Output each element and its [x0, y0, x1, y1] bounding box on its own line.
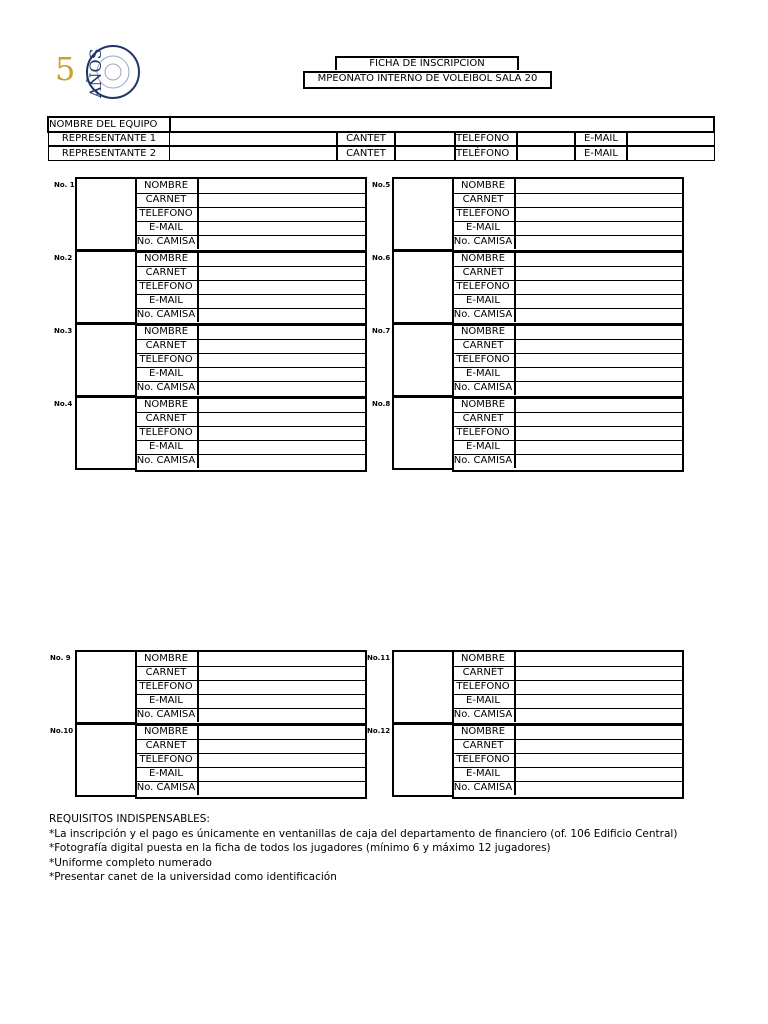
requirement-item: *La inscripción y el pago es únicamente en ventanillas de caja del departamento de financiero (of. 106 Edificio Central) — [49, 827, 678, 840]
player-field-label: CARNET — [452, 339, 516, 353]
player-photo-box[interactable] — [392, 250, 454, 324]
rep2-carnet-label: CANTET — [336, 146, 396, 161]
player-field-label: CARNET — [135, 339, 199, 353]
player-field-row[interactable] — [135, 221, 365, 236]
player-number-label: No.10 — [50, 727, 74, 735]
rep2-phone-label: TELÉFONO — [454, 146, 518, 161]
player-photo-box[interactable] — [392, 177, 454, 251]
player-field-row[interactable] — [452, 280, 682, 295]
player-field-row[interactable] — [452, 694, 682, 709]
player-field-label: CARNET — [135, 666, 199, 680]
player-fields — [452, 250, 684, 326]
player-field-label: NOMBRE — [135, 179, 199, 193]
player-field-row[interactable] — [135, 725, 365, 740]
player-field-label: E-MAIL — [135, 294, 199, 308]
player-field-row[interactable] — [452, 367, 682, 382]
player-field-label: CARNET — [452, 193, 516, 207]
player-field-row[interactable] — [135, 739, 365, 754]
player-field-label: NOMBRE — [135, 725, 199, 739]
player-field-row[interactable] — [135, 235, 365, 249]
rep1-carnet-label: CANTET — [336, 131, 396, 146]
player-field-label: CARNET — [135, 266, 199, 280]
player-field-label: No. CAMISA — [452, 708, 516, 722]
player-field-label: No. CAMISA — [452, 235, 516, 249]
player-field-label: TELÉFONO — [452, 680, 516, 694]
player-block — [75, 396, 367, 468]
player-photo-box[interactable] — [392, 323, 454, 397]
player-field-row[interactable] — [452, 193, 682, 208]
player-field-row[interactable] — [135, 440, 365, 455]
player-field-row[interactable] — [452, 179, 682, 194]
player-field-row[interactable] — [452, 207, 682, 222]
player-field-row[interactable] — [452, 353, 682, 368]
player-photo-box[interactable] — [75, 723, 137, 797]
player-photo-box[interactable] — [75, 650, 137, 724]
requirement-item: *Fotografía digital puesta en la ficha de todos los jugadores (mínimo 6 y máximo 12 jugadores) — [49, 842, 551, 854]
player-field-row[interactable] — [135, 680, 365, 695]
player-field-row[interactable] — [135, 398, 365, 413]
player-fields — [452, 396, 684, 472]
rep1-phone-label: TELÉFONO — [454, 131, 518, 146]
player-fields — [135, 323, 367, 399]
player-field-label: TELÉFONO — [135, 207, 199, 221]
player-number-label: No.7 — [372, 327, 391, 335]
player-field-row[interactable] — [135, 753, 365, 768]
player-block — [75, 650, 367, 722]
rep2-phone-field[interactable] — [517, 146, 575, 161]
player-field-row[interactable] — [452, 325, 682, 340]
player-field-row[interactable] — [452, 652, 682, 667]
player-field-label: No. CAMISA — [135, 781, 199, 795]
player-field-label: NOMBRE — [135, 652, 199, 666]
player-field-row[interactable] — [452, 398, 682, 413]
player-block — [75, 323, 367, 395]
player-number-label: No.11 — [367, 654, 391, 662]
player-field-row[interactable] — [452, 221, 682, 236]
player-field-label: NOMBRE — [135, 398, 199, 412]
player-number-label: No.5 — [372, 181, 391, 189]
player-field-row[interactable] — [135, 426, 365, 441]
player-field-label: CARNET — [135, 412, 199, 426]
player-field-row[interactable] — [452, 308, 682, 322]
player-field-row[interactable] — [135, 353, 365, 368]
player-field-label: E-MAIL — [452, 767, 516, 781]
player-fields — [135, 250, 367, 326]
player-field-label: TELÉFONO — [135, 353, 199, 367]
rep2-email-field[interactable] — [627, 146, 715, 161]
svg-text:AÑOS: AÑOS — [86, 48, 105, 98]
player-field-label: E-MAIL — [452, 694, 516, 708]
player-block — [75, 177, 367, 249]
player-field-row[interactable] — [135, 179, 365, 194]
player-field-row[interactable] — [452, 235, 682, 249]
player-field-row[interactable] — [452, 252, 682, 267]
player-field-label: TELÉFONO — [452, 753, 516, 767]
player-field-label: TELÉFONO — [452, 280, 516, 294]
player-fields — [452, 723, 684, 799]
player-field-row[interactable] — [452, 725, 682, 740]
requirements-heading: REQUISITOS INDISPENSABLES: — [49, 813, 210, 825]
player-photo-box[interactable] — [392, 396, 454, 470]
team-name-row — [47, 116, 715, 131]
player-field-label: TELÉFONO — [135, 680, 199, 694]
rep1-email-field[interactable] — [627, 131, 715, 146]
player-field-label: NOMBRE — [452, 252, 516, 266]
player-field-label: TELÉFONO — [452, 353, 516, 367]
player-field-row[interactable] — [452, 454, 682, 468]
player-number-label: No.2 — [54, 254, 73, 262]
player-number-label: No.4 — [54, 400, 73, 408]
player-block — [392, 650, 684, 722]
player-photo-box[interactable] — [75, 323, 137, 397]
player-field-row[interactable] — [452, 440, 682, 455]
player-number-label: No.12 — [367, 727, 391, 735]
player-field-label: CARNET — [452, 739, 516, 753]
player-field-label: No. CAMISA — [135, 235, 199, 249]
rep1-name-field[interactable] — [169, 131, 337, 146]
player-fields — [135, 650, 367, 726]
player-field-label: NOMBRE — [135, 325, 199, 339]
player-fields — [135, 723, 367, 799]
player-field-row[interactable] — [135, 294, 365, 309]
player-field-label: NOMBRE — [452, 725, 516, 739]
player-field-label: E-MAIL — [452, 440, 516, 454]
player-field-row[interactable] — [135, 367, 365, 382]
player-field-row[interactable] — [135, 339, 365, 354]
player-field-row[interactable] — [452, 739, 682, 754]
rep1-label: REPRESENTANTE 1 — [48, 131, 170, 146]
player-field-label: No. CAMISA — [135, 454, 199, 468]
rep2-label: REPRESENTANTE 2 — [48, 146, 170, 161]
player-field-label: NOMBRE — [452, 179, 516, 193]
player-number-label: No.3 — [54, 327, 73, 335]
rep2-carnet-field[interactable] — [395, 146, 455, 161]
player-field-row[interactable] — [135, 325, 365, 340]
player-field-label: NOMBRE — [452, 652, 516, 666]
player-photo-box[interactable] — [75, 250, 137, 324]
form-subtitle: MPEONATO INTERNO DE VOLEIBOL SALA 20 — [303, 71, 552, 89]
player-field-row[interactable] — [135, 767, 365, 782]
player-field-label: TELÉFONO — [452, 426, 516, 440]
player-field-row[interactable] — [135, 666, 365, 681]
player-field-label: TELÉFONO — [135, 426, 199, 440]
player-field-label: E-MAIL — [135, 767, 199, 781]
rep2-email-label: E-MAIL — [574, 146, 628, 161]
rep2-row — [47, 146, 715, 161]
player-photo-box[interactable] — [75, 396, 137, 470]
player-number-label: No.8 — [372, 400, 391, 408]
player-photo-box[interactable] — [392, 723, 454, 797]
player-number-label: No.6 — [372, 254, 391, 262]
player-field-row[interactable] — [135, 207, 365, 222]
player-field-row[interactable] — [135, 381, 365, 395]
player-block — [392, 323, 684, 395]
player-block — [392, 723, 684, 795]
team-info-table — [47, 116, 715, 161]
player-field-row[interactable] — [452, 426, 682, 441]
svg-text:5: 5 — [55, 50, 76, 88]
player-field-row[interactable] — [452, 412, 682, 427]
player-number-label: No. 9 — [50, 654, 71, 662]
player-field-label: E-MAIL — [135, 440, 199, 454]
rep1-row — [47, 131, 715, 146]
player-fields — [135, 177, 367, 253]
player-field-label: TELÉFONO — [135, 280, 199, 294]
player-block — [392, 250, 684, 322]
rep2-name-field[interactable] — [169, 146, 337, 161]
player-field-label: TELÉFONO — [135, 753, 199, 767]
player-field-row[interactable] — [452, 680, 682, 695]
player-field-row[interactable] — [135, 266, 365, 281]
player-field-row[interactable] — [135, 308, 365, 322]
player-field-label: CARNET — [135, 739, 199, 753]
player-block — [392, 177, 684, 249]
player-field-row[interactable] — [452, 708, 682, 722]
player-field-row[interactable] — [135, 412, 365, 427]
player-fields — [135, 396, 367, 472]
player-field-label: CARNET — [452, 266, 516, 280]
player-field-row[interactable] — [452, 339, 682, 354]
player-field-label: No. CAMISA — [135, 708, 199, 722]
player-field-row[interactable] — [452, 381, 682, 395]
player-field-row[interactable] — [452, 666, 682, 681]
player-field-row[interactable] — [135, 454, 365, 468]
anniversary-logo — [55, 42, 145, 112]
player-fields — [452, 323, 684, 399]
player-field-label: E-MAIL — [135, 367, 199, 381]
player-field-label: No. CAMISA — [452, 381, 516, 395]
player-field-row[interactable] — [452, 767, 682, 782]
player-field-row[interactable] — [135, 781, 365, 795]
player-block — [392, 396, 684, 468]
player-field-row[interactable] — [452, 781, 682, 795]
player-field-label: No. CAMISA — [452, 454, 516, 468]
player-field-label: E-MAIL — [135, 221, 199, 235]
player-field-row[interactable] — [135, 652, 365, 667]
form-title: FICHA DE INSCRIPCIÓN — [335, 56, 519, 70]
player-fields — [452, 650, 684, 726]
player-field-row[interactable] — [135, 280, 365, 295]
player-block — [75, 250, 367, 322]
player-field-row[interactable] — [135, 708, 365, 722]
rep1-email-label: E-MAIL — [574, 131, 628, 146]
player-field-label: CARNET — [452, 666, 516, 680]
player-field-row[interactable] — [452, 266, 682, 281]
player-field-label: E-MAIL — [135, 694, 199, 708]
player-block — [75, 723, 367, 795]
player-field-label: NOMBRE — [135, 252, 199, 266]
player-fields — [452, 177, 684, 253]
player-field-label: CARNET — [452, 412, 516, 426]
player-field-label: E-MAIL — [452, 367, 516, 381]
player-field-label: E-MAIL — [452, 221, 516, 235]
player-field-row[interactable] — [135, 193, 365, 208]
player-number-label: No. 1 — [54, 181, 75, 189]
requirement-item: *Uniforme completo numerado — [49, 856, 212, 869]
rep1-carnet-field[interactable] — [395, 131, 455, 146]
player-field-label: NOMBRE — [452, 398, 516, 412]
requirements-section — [49, 812, 677, 885]
requirement-item: *Presentar canet de la universidad como identificación — [49, 871, 337, 883]
player-field-row[interactable] — [452, 753, 682, 768]
player-field-label: E-MAIL — [452, 294, 516, 308]
player-field-label: CARNET — [135, 193, 199, 207]
player-field-label: No. CAMISA — [452, 308, 516, 322]
player-field-row[interactable] — [135, 694, 365, 709]
player-field-label: No. CAMISA — [135, 381, 199, 395]
player-photo-box[interactable] — [392, 650, 454, 724]
player-field-row[interactable] — [452, 294, 682, 309]
player-field-row[interactable] — [135, 252, 365, 267]
team-name-label: NOMBRE DEL EQUIPO — [47, 116, 171, 133]
player-field-label: No. CAMISA — [135, 308, 199, 322]
player-photo-box[interactable] — [75, 177, 137, 251]
rep1-phone-field[interactable] — [517, 131, 575, 146]
player-field-label: TELÉFONO — [452, 207, 516, 221]
player-field-label: NOMBRE — [452, 325, 516, 339]
player-field-label: No. CAMISA — [452, 781, 516, 795]
